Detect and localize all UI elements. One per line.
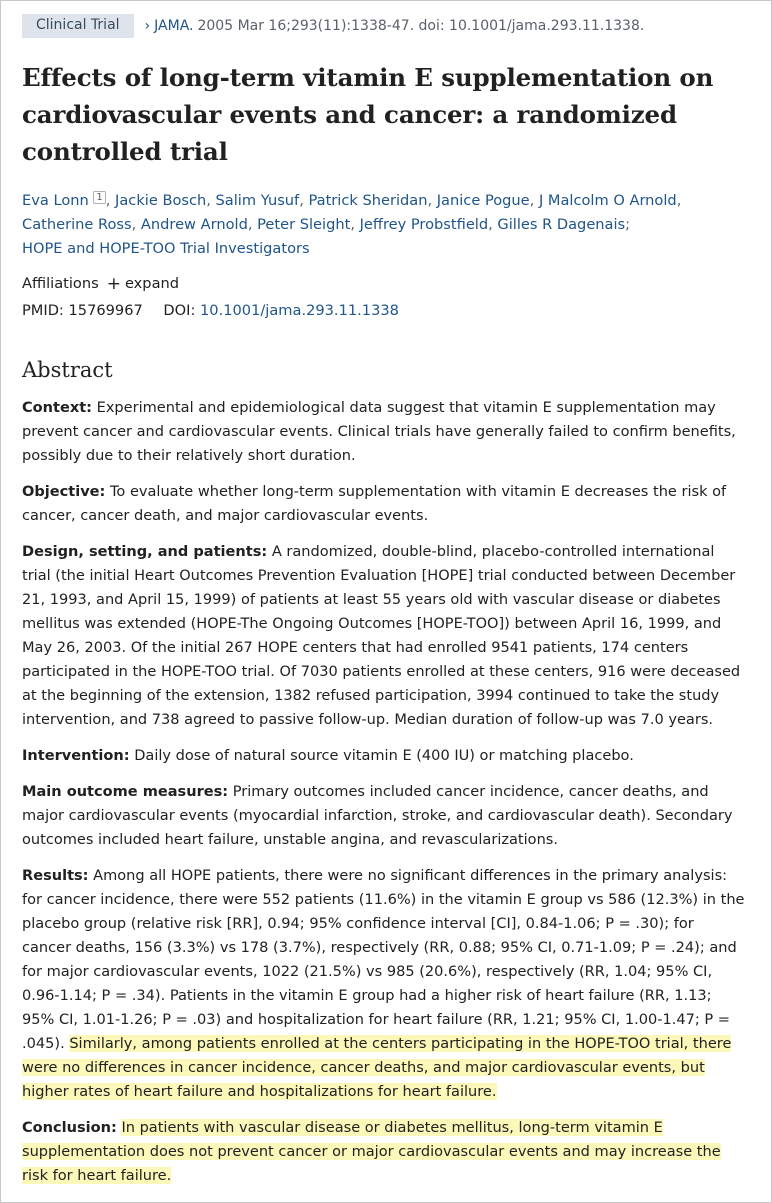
affiliations-label: Affiliations (22, 275, 99, 292)
expand-label[interactable]: expand (124, 275, 180, 292)
chevron-right-icon[interactable]: › (144, 18, 151, 34)
objective-label: Objective: (22, 483, 106, 500)
abstract-body (22, 396, 747, 1188)
author-list: Eva Lonn $^1$ , Jackie Bosch, Salim Yusuf, Patrick Sheridan, Janice Pogue, J Malcolm O Arnold, Catherine Ross, Andrew Arnold, Peter Sleight, Jeffrey Probstfield, Gilles R Dagenais; HOPE and HOPE-TOO Trial Investigators (22, 192, 682, 257)
results-label: Results: (22, 867, 89, 884)
conclusion-label: Conclusion: (22, 1119, 117, 1136)
author-link[interactable]: Janice Pogue (436, 192, 530, 209)
plus-icon[interactable]: + (106, 274, 121, 294)
author-link[interactable]: Patrick Sheridan (308, 192, 428, 209)
author-link[interactable]: Eva Lonn (22, 192, 89, 209)
abstract-objective (22, 480, 747, 528)
abstract-outcomes (22, 780, 747, 852)
citation-text: 2005 Mar 16;293(11):1338-47. doi: 10.1001/jama.293.11.1338. (197, 18, 645, 34)
journal-link[interactable]: JAMA. (154, 18, 194, 34)
doi-label: DOI: (163, 302, 196, 319)
abstract-design (22, 540, 747, 732)
author-link[interactable]: Peter Sleight (257, 216, 351, 233)
publication-type-badge: Clinical Trial (22, 14, 134, 38)
doi-link[interactable]: 10.1001/jama.293.11.1338 (200, 302, 399, 319)
citation-bar (22, 14, 747, 38)
group-author-link[interactable]: HOPE and HOPE-TOO Trial Investigators (22, 240, 310, 257)
results-text: Among all HOPE patients, there were no significant differences in the primary analysis: for cancer incidence, there were 552 patients (11.6%) in the vitamin E group vs 586 (12.3%) in the placebo group (relative risk [RR], 0.94; 95% confidence interval [CI], 0.84-1.06; P = .30); for cancer deaths, 156 (3.3%) vs 178 (3.7%), respectively (RR, 0.88; 95% CI, 0.71-1.09; P = .24); and for major cardiovascular events, 1022 (21.5%) vs 985 (20.6%), respectively (RR, 1.04; 95% CI, 0.96-1.14; P = .34). Patients in the vitamin E group had a higher risk of heart failure (RR, 1.13; 95% CI, 1.01-1.26; P = .03) and hospitalization for heart failure (RR, 1.21; 95% CI, 1.00-1.47; P = .045). (22, 867, 745, 1052)
outcomes-text: Primary outcomes included cancer incidence, cancer deaths, and major cardiovascular events (myocardial infarction, stroke, and cardiovascular death). Secondary outcomes included heart failure, unstable angina, and revascularizations. (22, 783, 733, 848)
outcomes-label: Main outcome measures: (22, 783, 229, 800)
pmid-label: PMID: (22, 302, 64, 319)
objective-text: To evaluate whether long-term supplementation with vitamin E decreases the risk of cancer, cancer death, and major cardiovascular events. (22, 483, 727, 524)
abstract-conclusion (22, 1116, 747, 1188)
context-label: Context: (22, 399, 92, 416)
affiliation-ref[interactable]: 1 (93, 191, 105, 204)
author-link[interactable]: J Malcolm O Arnold (538, 192, 677, 209)
results-highlight: Similarly, among patients enrolled at the centers participating in the HOPE-TOO trial, there were no differences in cancer incidence, cancer deaths, and major cardiovascular events, but higher rates of heart failure and hospitalizations for heart failure. (22, 1035, 732, 1100)
abstract-results (22, 864, 747, 1104)
conclusion-highlight: In patients with vascular disease or diabetes mellitus, long-term vitamin E supplementation does not prevent cancer or major cardiovascular events and may increase the risk for heart failure. (22, 1119, 721, 1184)
design-text: A randomized, double-blind, placebo-controlled international trial (the initial Heart Outcomes Prevention Evaluation [HOPE] trial conducted between December 21, 1993, and April 15, 1999) of patients at least 55 years old with vascular disease or diabetes mellitus was extended (HOPE-The Ongoing Outcomes [HOPE-TOO]) between April 16, 1999, and May 26, 2003. Of the initial 267 HOPE centers that had enrolled 9541 patients, 174 centers participated in the HOPE-TOO trial. Of 7030 patients enrolled at these centers, 916 were deceased at the beginning of the extension, 1382 refused participation, 3994 continued to take the study intervention, and 738 agreed to passive follow-up. Median duration of follow-up was 7.0 years. (22, 543, 741, 728)
abstract-intervention (22, 744, 747, 768)
affiliations-toggle[interactable] (22, 272, 747, 296)
article-page (1, 14, 771, 1188)
author-link[interactable]: Salim Yusuf (215, 192, 300, 209)
intervention-text: Daily dose of natural source vitamin E (400 IU) or matching placebo. (134, 747, 634, 764)
identifiers (22, 299, 747, 323)
author-link[interactable]: Gilles R Dagenais (497, 216, 626, 233)
author-link[interactable]: Andrew Arnold (140, 216, 248, 233)
author-link[interactable]: Catherine Ross (22, 216, 132, 233)
author-link[interactable]: Jeffrey Probstfield (359, 216, 489, 233)
abstract-context (22, 396, 747, 468)
intervention-label: Intervention: (22, 747, 130, 764)
design-label: Design, setting, and patients: (22, 543, 268, 560)
author-link[interactable]: Jackie Bosch (115, 192, 207, 209)
article-title: Effects of long-term vitamin E supplementation on cardiovascular events and cancer: a randomized controlled trial (22, 63, 714, 166)
abstract-heading: Abstract (22, 358, 113, 382)
context-text: Experimental and epidemiological data suggest that vitamin E supplementation may prevent cancer and cardiovascular events. Clinical trials have generally failed to confirm benefits, possibly due to their relatively short duration. (22, 399, 736, 464)
pmid-value: 15769967 (68, 302, 143, 319)
